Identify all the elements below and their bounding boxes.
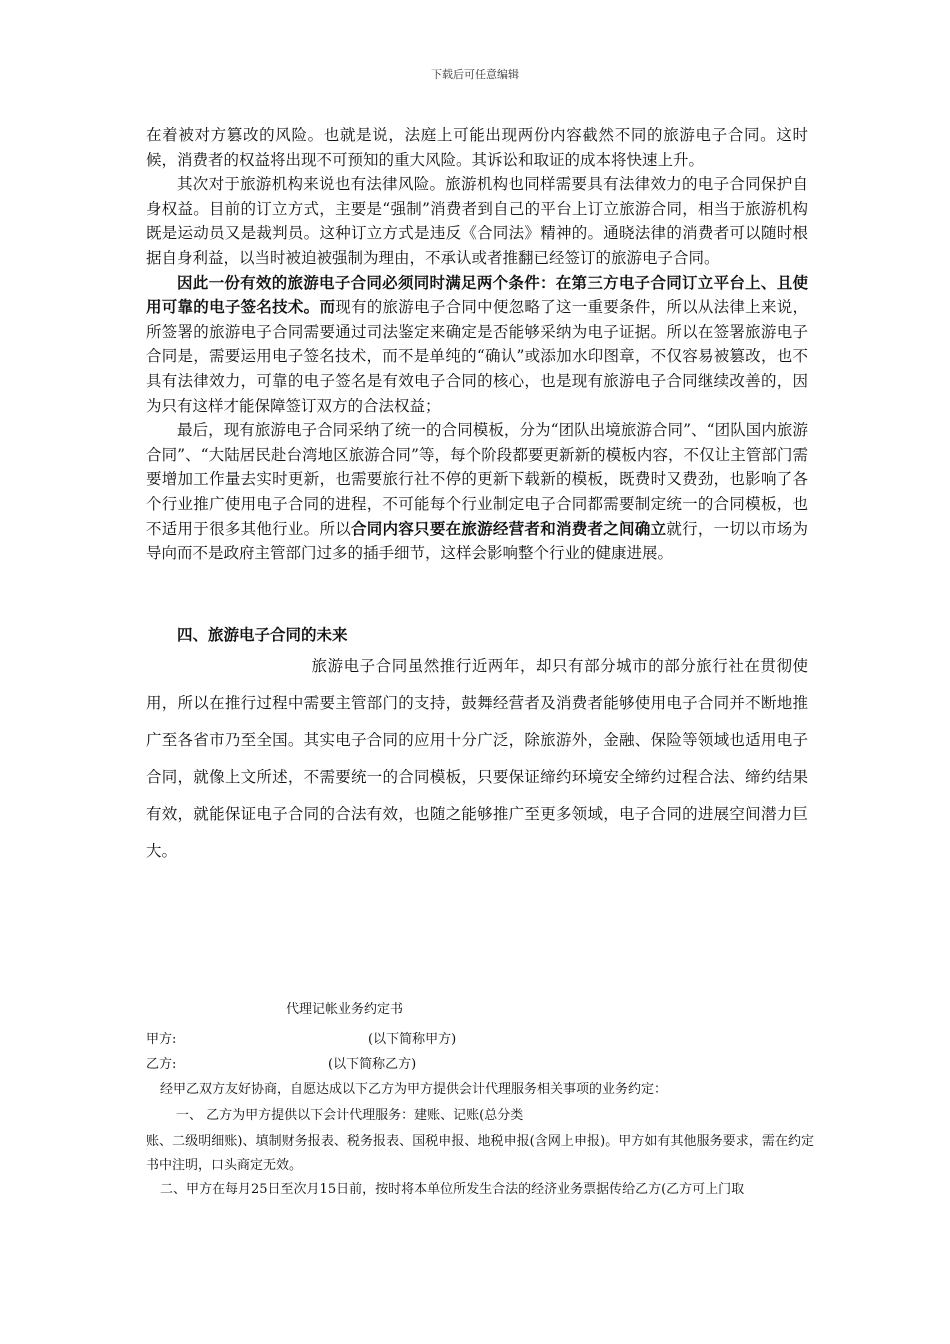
paragraph-risk-agency: 其次对于旅游机构来说也有法律风险。旅游机构也同样需要具有法律效力的电子合同保护自身权益。目前的订立方式，主要是“强制”消费者到自己的平台上订立旅游合同，相当于旅游机构既是运动员又是裁判员。这种订立方式是违反《合同法》精神的。通晓法律的消费者可以随时根据自身利益，以当时被迫被强制为理由，不承认或者推翻已经签订的旅游电子合同。 [146, 175, 808, 267]
party-b-label: 乙方: [146, 1057, 177, 1072]
contract-intro: 经甲乙双方友好协商，自愿达成以下乙方为甲方提供会计代理服务相关事项的业务约定： [160, 1082, 668, 1097]
template-text-a: 最后，现有旅游电子合同采纳了统一的合同模板，分为“团队出境旅游合同”、“团队国内旅游合同”、“大陆居民赴台湾地区旅游合同”等，每个阶段都要更新新的模板内容，不仅让主管部门需要增加工作量去实时更新，也需要旅行社不停的更新下载新的模板，既费时又费劲，也影响了各个行业推广使用电子合同的进程，不可能每个行业制定电子合同都需要制定统一的合同模板，也不适用于很多其他行业。所以 [146, 421, 808, 538]
future-text: 旅游电子合同虽然推行近两年，却只有部分城市的部分旅行社在贯彻使用，所以在推行过程中需要主管部门的支持，鼓舞经营者及消费者能够使用电子合同并不断地推广至各省市乃至全国。其实电子合同的应用十分广泛，除旅游外，金融、保险等领域也适用电子合同，就像上文所述，不需要统一的合同模板，只要保证缔约环境安全缔约过程合法、缔约结果有效，就能保证电子合同的合法有效，也随之能够推广至更多领域，电子合同的进展空间潜力巨大。 [146, 657, 808, 860]
conditions-text: 现有的旅游电子合同中便忽略了这一重要条件，所以从法律上来说，所签署的旅游电子合同需要通过司法鉴定来确定是否能够采纳为电子证据。所以在签署旅游电子合同是，需要运用电子签名技术，而不是单纯的“确认”或添加水印图章，不仅容易被篡改，也不具有法律效力，可靠的电子签名是有效电子合同的核心，也是现有旅游电子合同继续改善的，因为只有这样才能保障签订双方的合法权益； [146, 298, 808, 415]
paragraph-future [146, 648, 808, 870]
bold-conditions: 因此一份有效的旅游电子合同必须同时满足两个条件：在第三方电子合同订立平台上、且使用可靠的电子签名技术。而 [146, 272, 808, 317]
section-heading-future: 四、旅游电子合同的未来 [177, 625, 348, 644]
paragraph-risk-consumer: 在着被对方篡改的风险。也就是说，法庭上可能出现两份内容截然不同的旅游电子合同。这时候，消费者的权益将出现不可预知的重大风险。其诉讼和取证的成本将快速上升。 [146, 126, 808, 169]
party-b-note: (以下简称乙方) [328, 1057, 417, 1072]
contract-title: 代理记帐业务约定书 [286, 1002, 404, 1017]
paragraph-conditions [146, 271, 808, 419]
contract-item-2: 二、甲方在每月25日至次月15日前，按时将本单位所发生合法的经济业务票据传给乙方(乙方可上门取 [160, 1182, 745, 1197]
page-header: 下载后可任意编辑 [431, 68, 519, 81]
bold-contract-content: 合同内容只要在旅游经营者和消费者之间确立 [350, 518, 667, 538]
contract-item-1-continued: 账、二级明细账)、填制财务报表、税务报表、国税申报、地税申报(含网上申报)。甲方如有其他服务要求，需在约定书中注明，口头商定无效。 [146, 1134, 814, 1173]
party-a-note: (以下简称甲方) [368, 1032, 457, 1047]
party-a-label: 甲方: [146, 1032, 177, 1047]
template-text-b: 就行，一切以市场为导向而不是政府主管部门过多的插手细节，这样会影响整个行业的健康进展。 [146, 519, 808, 563]
article-body [146, 123, 808, 566]
contract-item-1: 一、 乙方为甲方提供以下会计代理服务：建账、记账(总分类 [176, 1108, 524, 1123]
paragraph-template [146, 418, 808, 566]
